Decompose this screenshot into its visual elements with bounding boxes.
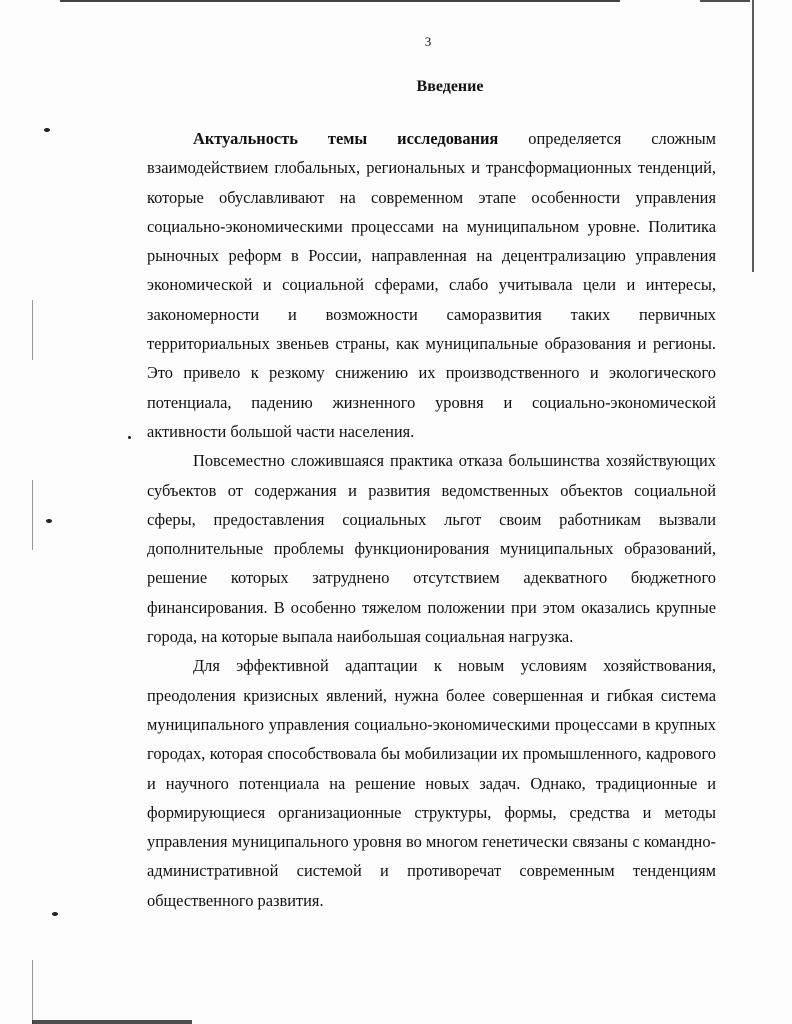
paragraph: [147, 124, 716, 446]
scan-edge-top-right: [700, 0, 750, 2]
paragraph-lead: Актуальность темы исследования: [193, 129, 499, 148]
scan-speck: [52, 912, 58, 916]
body-text: [147, 124, 716, 915]
scan-speck: [46, 519, 52, 523]
section-heading: Введение: [416, 78, 484, 95]
paragraph: Для эффективной адаптации к новым условиям хозяйствования, преодоления кризисных явлений, нужна более совершенная и гибкая система муниципального управления социально-экономическими процессами в крупных городах, которая способствовала бы мобилизации их промышленного, кадрового и научного потенциала на решение новых задач. Однако, традиционные и формирующиеся организационные структуры, формы, средства и методы управления муниципального уровня во многом генетически связаны с командно-административной системой и противоречат современным тенденциям общественного развития.: [147, 656, 716, 910]
scan-edge-left: [32, 960, 33, 1024]
scan-speck: [128, 436, 131, 439]
paragraph-text: определяется сложным взаимодействием глобальных, региональных и трансформационных тенденций, которые обуславливают на современном этапе особенности управления социально-экономическими процессами на муниципальном уровне. Политика рыночных реформ в России, направленная на децентрализацию управления экономической и социальной сферами, слабо учитывала цели и интересы, закономерности и возможности саморазвития таких первичных территориальных звеньев страны, как муниципальные образования и регионы. Это привело к резкому снижению их производственного и экологического потенциала, падению жизненного уровня и социально-экономической активности большой части населения.: [147, 129, 716, 441]
scan-edge-left: [32, 300, 33, 360]
scan-speck: [44, 128, 50, 132]
scan-edge-top: [60, 0, 620, 2]
scan-edge-left: [32, 480, 33, 550]
paragraph: Повсеместно сложившаяся практика отказа большинства хозяйствующих субъектов от содержания и развития ведомственных объектов социальной сферы, предоставления социальных льгот своим работникам вызвали дополнительные проблемы функционирования муниципальных образований, решение которых затруднено отсутствием адекватного бюджетного финансирования. В особенно тяжелом положении при этом оказались крупные города, на которые выпала наибольшая социальная нагрузка.: [147, 451, 716, 647]
scan-edge-bottom: [32, 1020, 192, 1024]
page-number: 3: [424, 34, 432, 49]
